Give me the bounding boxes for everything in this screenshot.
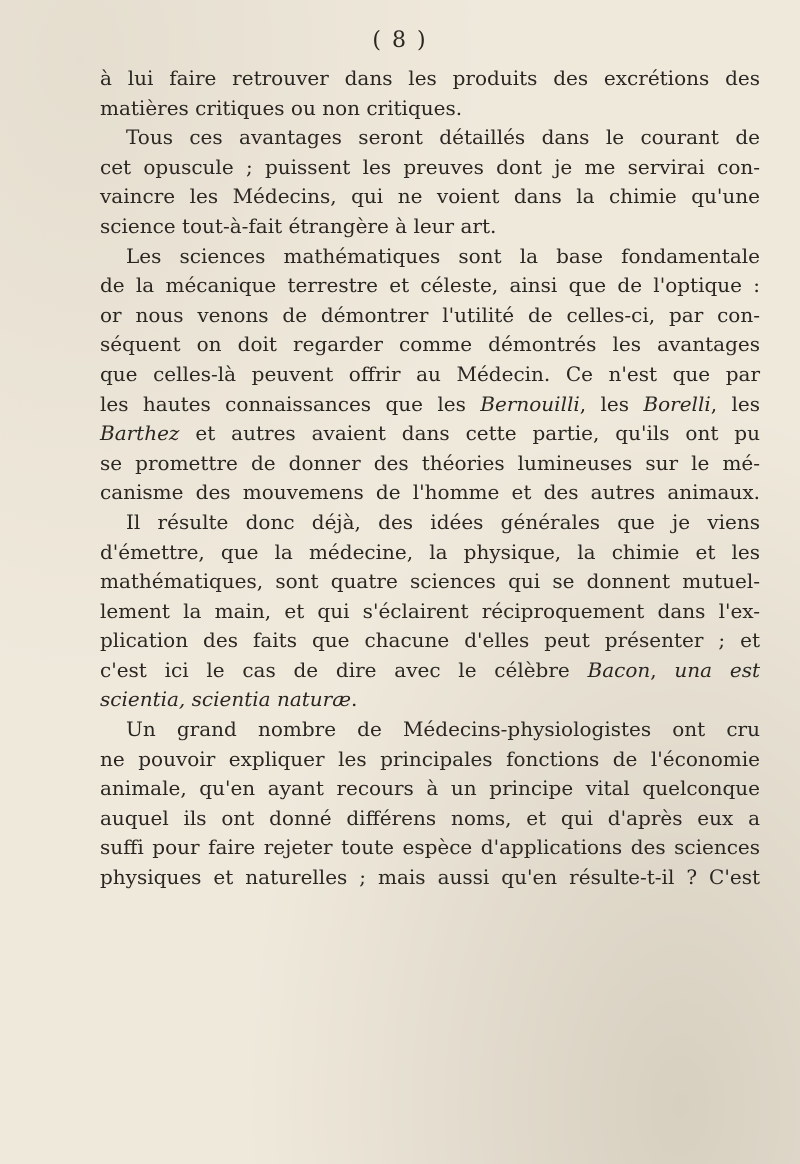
text-line: auquel ils ont donné différens noms, et qui d'après eux a — [100, 805, 760, 830]
text-line: suffi pour faire rejeter toute espèce d'applications des sciences — [100, 835, 760, 860]
text-line: canisme des mouvemens de l'homme et des autres animaux. — [100, 480, 760, 505]
body-text — [100, 64, 760, 893]
page-number: ( 8 ) — [372, 28, 428, 53]
text-line: animale, qu'en ayant recours à un principe vital quelconque — [100, 776, 760, 801]
text-line: lement la main, et qui s'éclairent réciproquement dans l'ex- — [100, 598, 760, 623]
text-line: que celles-là peuvent offrir au Médecin. Ce n'est que par — [100, 361, 760, 386]
text-line: Tous ces avantages seront détaillés dans le courant de — [126, 125, 760, 150]
text-line: cet opuscule ; puissent les preuves dont je me servirai con- — [100, 154, 760, 179]
text-line: Un grand nombre de Médecins-physiologistes ont cru — [126, 717, 760, 742]
text-line: vaincre les Médecins, qui ne voient dans la chimie qu'une — [100, 184, 760, 209]
text-line: Il résulte donc déjà, des idées générales que je viens — [126, 509, 760, 534]
text-line: scientia, scientia naturæ. — [100, 687, 358, 712]
text-line: à lui faire retrouver dans les produits des excrétions des — [100, 66, 760, 90]
text-line: plication des faits que chacune d'elles peut présenter ; et — [100, 628, 760, 653]
text-line: matières critiques ou non critiques. — [100, 95, 463, 120]
text-line: séquent on doit regarder comme démontrés les avantages — [100, 332, 760, 357]
text-line: Barthez et autres avaient dans cette partie, qu'ils ont pu — [100, 421, 760, 446]
text-line: c'est ici le cas de dire avec le célèbre Bacon, una est — [100, 657, 760, 682]
text-line: science tout-à-fait étrangère à leur art. — [100, 213, 497, 238]
text-line: mathématiques, sont quatre sciences qui se donnent mutuel- — [100, 569, 760, 594]
text-line: d'émettre, que la médecine, la physique, la chimie et les — [100, 539, 760, 564]
text-line: physiques et naturelles ; mais aussi qu'en résulte-t-il ? C'est — [100, 865, 760, 890]
text-line: or nous venons de démontrer l'utilité de celles-ci, par con- — [100, 302, 760, 327]
text-line: les hautes connaissances que les Bernouilli, les Borelli, les — [100, 391, 760, 416]
text-line: se promettre de donner des théories lumineuses sur le mé- — [100, 450, 760, 475]
text-line: Les sciences mathématiques sont la base fondamentale — [126, 243, 760, 268]
text-line: ne pouvoir expliquer les principales fonctions de l'économie — [100, 746, 760, 771]
text-line: de la mécanique terrestre et céleste, ainsi que de l'optique : — [100, 273, 760, 298]
